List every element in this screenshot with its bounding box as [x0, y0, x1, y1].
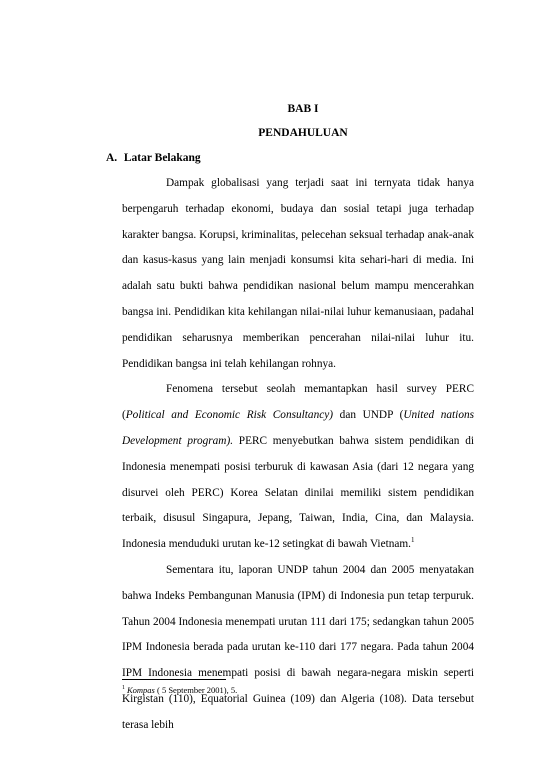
paragraph-3 — [122, 558, 474, 739]
paragraph-2-italic-b: United nations Development program). — [122, 409, 475, 447]
footnote-detail: ( 5 September 2001), 5. — [154, 685, 238, 695]
footnote-source: Kompas — [127, 685, 155, 695]
section-heading — [106, 150, 201, 166]
paragraph-2-text-a: Fenomena tersebut seolah memantapkan hasil survey PERC ( — [122, 383, 474, 422]
paragraph-2-text-b: dan UNDP ( — [333, 409, 404, 422]
section-number: A. — [106, 152, 118, 164]
body-text — [122, 171, 474, 739]
footnote-number: 1 — [122, 685, 125, 692]
paragraph-1 — [122, 171, 474, 377]
footnote-separator — [122, 679, 226, 680]
footnote — [122, 684, 237, 696]
paragraph-3-text: Sementara itu, laporan UNDP tahun 2004 dan 2005 menyatakan bahwa Indeks Pembangunan Manusia (IPM) di Indonesia pun tetap terpuruk. Tahun 2004 Indonesia menempati urutan 111 dari 175; sedangkan tahun 2005 IPM Indonesia berada pada urutan ke-110 dari 177 negara. Pada tahun 2004 IPM Indonesia menempati posisi di bawah negara-negara miskin seperti Kirgistan (110), Equatorial Guinea (109) dan Algeria (108). Data tersebut terasa lebih — [122, 563, 474, 731]
chapter-label: BAB I — [287, 103, 319, 115]
paragraph-2 — [122, 377, 474, 558]
paragraph-1-text: Dampak globalisasi yang terjadi saat ini ternyata tidak hanya berpengaruh terhadap ekonomi, budaya dan sosial tetapi juga terhadap karakter bangsa. Korupsi, kriminalitas, pelecehan seksual terhadap anak-anak dan kasus-kasus yang lain menjadi konsumsi kita sehari-hari di media. Ini adalah satu bukti bahwa pendidikan nasional belum mampu mencerahkan bangsa ini. Pendidikan kita kehilangan nilai-nilai luhur kemanusiaan, padahal pendidikan seharusnya memberikan pencerahan nilai-nilai luhur itu. Pendidikan bangsa ini telah kehilangan rohnya. — [122, 177, 474, 370]
paragraph-2-text-c: PERC menyebutkan bahwa sistem pendidikan di Indonesia menempati posisi terburuk di kawasan Asia (dari 12 negara yang disurvei oleh PERC) Korea Selatan dinilai memiliki sistem pendidikan terbaik, disusul Singapura, Jepang, Taiwan, India, Cina, dan Malaysia. Indonesia menduduki urutan ke-12 setingkat di bawah Vietnam. — [122, 434, 474, 551]
chapter-title: PENDAHULUAN — [258, 127, 348, 139]
footnote-reference: 1 — [411, 536, 415, 545]
paragraph-2-italic-a: Political and Economic Risk Consultancy) — [125, 409, 334, 422]
section-title: Latar Belakang — [123, 152, 201, 164]
